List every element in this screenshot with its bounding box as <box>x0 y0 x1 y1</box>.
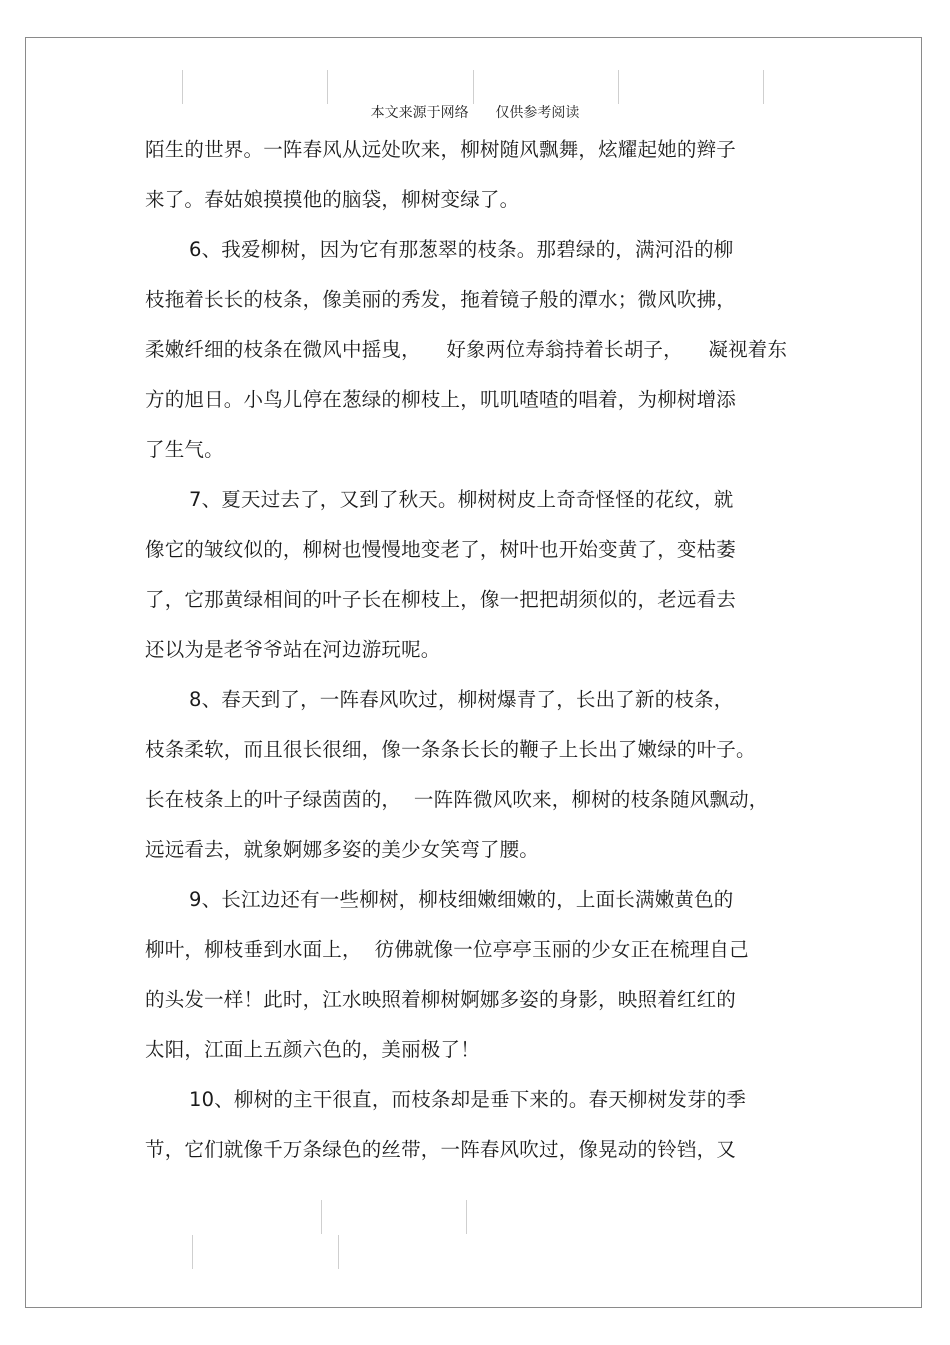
text-line: 9、长江边还有一些柳树，柳枝细嫩细嫩的，上面长满嫩黄色的 <box>189 888 734 911</box>
scan-mark <box>466 1200 467 1234</box>
scan-mark <box>763 70 764 104</box>
text-line: 枝拖着长长的枝条，像美丽的秀发，拖着镜子般的潭水；微风吹拂， <box>145 288 737 311</box>
scan-mark <box>182 70 183 104</box>
scan-mark <box>327 70 328 104</box>
text-line: 了生气。 <box>145 438 224 461</box>
scan-mark <box>473 70 474 104</box>
text-line: 节，它们就像千万条绿色的丝带，一阵春风吹过，像晃动的铃铛，又 <box>145 1138 737 1161</box>
scan-mark <box>338 1235 339 1269</box>
text-line: 方的旭日。小鸟儿停在葱绿的柳枝上，叽叽喳喳的唱着，为柳树增添 <box>145 388 737 411</box>
text-line: 了，它那黄绿相间的叶子长在柳枝上，像一把把胡须似的，老远看去 <box>145 588 737 611</box>
text-line: 长在枝条上的叶子绿茵茵的， 一阵阵微风吹来，柳树的枝条随风飘动， <box>145 788 769 811</box>
scan-mark <box>321 1200 322 1234</box>
text-line: 远远看去，就象婀娜多姿的美少女笑弯了腰。 <box>145 838 540 861</box>
text-line: 太阳，江面上五颜六色的，美丽极了！ <box>145 1038 480 1061</box>
source-note: 本文来源于网络 仅供参考阅读 <box>370 105 580 121</box>
text-line: 像它的皱纹似的，柳树也慢慢地变老了，树叶也开始变黄了，变枯萎 <box>145 538 737 561</box>
text-line: 来了。春姑娘摸摸他的脑袋，柳树变绿了。 <box>145 188 520 211</box>
text-line: 的头发一样！此时，江水映照着柳树婀娜多姿的身影，映照着红红的 <box>145 988 737 1011</box>
text-line: 还以为是老爷爷站在河边游玩呢。 <box>145 638 441 661</box>
text-line: 10、柳树的主干很直，而枝条却是垂下来的。春天柳树发芽的季 <box>189 1088 747 1111</box>
scan-mark <box>618 70 619 104</box>
text-line: 枝条柔软，而且很长很细，像一条条长长的鞭子上长出了嫩绿的叶子。 <box>145 738 756 761</box>
text-line: 7、夏天过去了，又到了秋天。柳树树皮上奇奇怪怪的花纹，就 <box>189 488 734 511</box>
text-line: 陌生的世界。一阵春风从远处吹来，柳树随风飘舞，炫耀起她的辫子 <box>145 138 737 161</box>
text-line: 柔嫩纤细的枝条在微风中摇曳， 好象两位寿翁持着长胡子， 凝视着东 <box>145 338 788 361</box>
text-line: 柳叶，柳枝垂到水面上， 彷佛就像一位亭亭玉丽的少女正在梳理自己 <box>145 938 749 961</box>
document-body <box>145 125 825 1175</box>
text-line: 6、我爱柳树，因为它有那葱翠的枝条。那碧绿的，满河沿的柳 <box>189 238 734 261</box>
text-line: 8、春天到了，一阵春风吹过，柳树爆青了，长出了新的枝条， <box>189 688 734 711</box>
scan-mark <box>192 1235 193 1269</box>
